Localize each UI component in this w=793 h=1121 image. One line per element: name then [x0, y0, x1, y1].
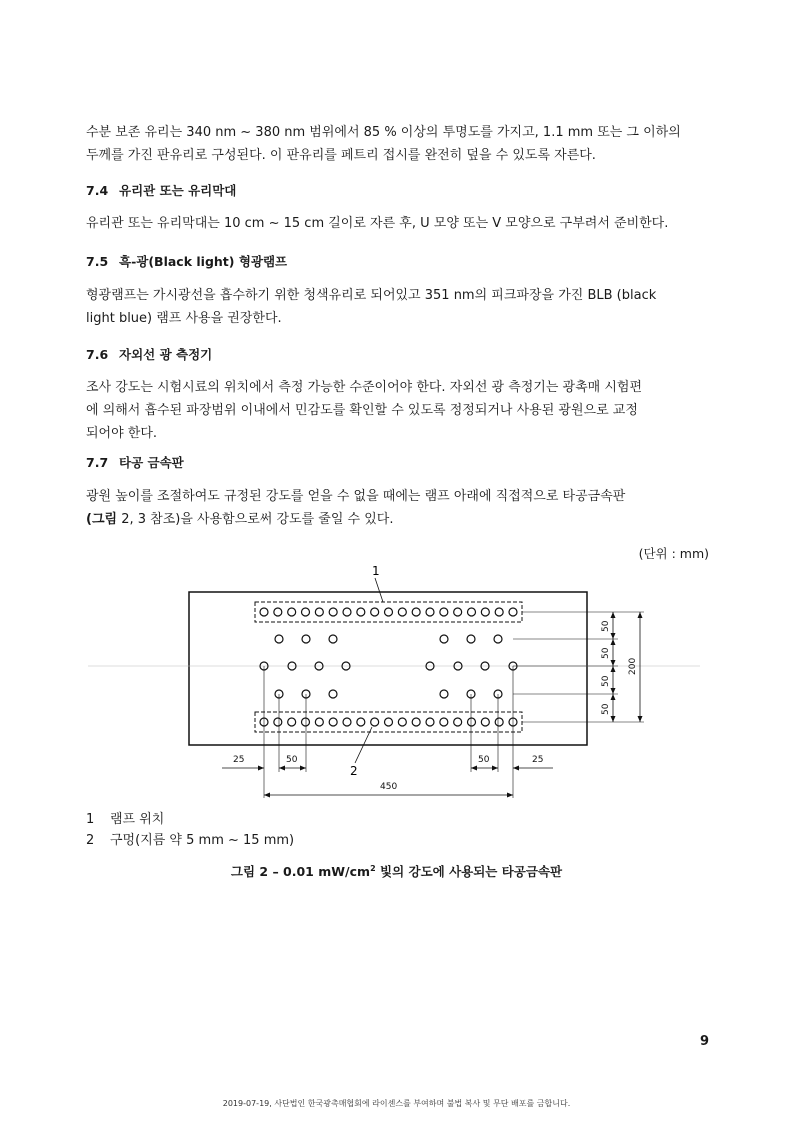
hole-circle	[315, 718, 323, 726]
callout-1-leader	[375, 578, 383, 602]
hole-circle	[302, 718, 310, 726]
text-line: 에 의해서 흡수된 파장범위 이내에서 민감도를 확인할 수 있도록 정정되거나 사용된 광원으로 교정	[86, 403, 638, 418]
hole-circle	[302, 608, 310, 616]
hole-circle	[274, 718, 282, 726]
hole-circle	[412, 608, 420, 616]
text-line: 유리관 또는 유리막대는 10 cm ~ 15 cm 길이로 자른 후, U 모양 또는 V 모양으로 구부려서 준비한다.	[86, 216, 669, 231]
hole-circle	[495, 608, 503, 616]
text-line: 두께를 가진 판유리로 구성된다. 이 판유리를 페트리 접시를 완전히 덮을 수 있도록 자른다.	[86, 148, 596, 163]
caption-superscript: 2	[370, 863, 376, 873]
perforated-plate-figure	[0, 560, 793, 810]
dim-label: 50	[478, 755, 490, 765]
hole-circle	[288, 718, 296, 726]
text-line: 수분 보존 유리는 340 nm ~ 380 nm 범위에서 85 % 이상의 투명도를 가지고, 1.1 mm 또는 그 이하의	[86, 125, 681, 140]
hole-circle	[357, 718, 365, 726]
section-heading-7-4	[86, 181, 236, 199]
section-title: 타공 금속판	[119, 455, 184, 470]
hole-circle	[398, 718, 406, 726]
hole-circle	[371, 608, 379, 616]
section-heading-7-5	[86, 252, 287, 270]
hole-circle	[467, 635, 475, 643]
dimension-arrows	[258, 612, 643, 798]
section-number: 7.4	[86, 183, 109, 198]
hole-circle	[494, 635, 502, 643]
hole-circle	[468, 608, 476, 616]
hole-circle	[481, 608, 489, 616]
section-title: 흑-광(Black light) 형광램프	[119, 254, 288, 269]
dim-label: 50	[601, 647, 611, 659]
figure-caption	[0, 862, 793, 880]
dim-label: 50	[601, 703, 611, 715]
text-line: light blue) 램프 사용을 권장한다.	[86, 311, 282, 326]
hole-circle	[329, 690, 337, 698]
text-line: 조사 강도는 시험시료의 위치에서 측정 가능한 수준이어야 한다. 자외선 광 측정기는 광촉매 시험편	[86, 380, 643, 395]
dim-label: 50	[601, 675, 611, 687]
caption-prefix: 그림 2 – 0.01 mW/cm	[230, 864, 371, 879]
hole-circle	[454, 718, 462, 726]
hole-circle	[481, 718, 489, 726]
hole-circle	[385, 608, 393, 616]
hole-circle	[468, 718, 476, 726]
section-heading-7-6	[86, 345, 212, 363]
hole-circle	[329, 608, 337, 616]
lamp-position-top	[255, 602, 522, 622]
paragraph-fluorescent-lamp	[86, 284, 710, 330]
hole-group	[260, 608, 517, 726]
dim-label: 25	[233, 755, 245, 765]
legend-number: 2	[86, 833, 95, 848]
section-heading-7-7	[86, 453, 184, 471]
section-number: 7.6	[86, 347, 109, 362]
legend-text: 램프 위치	[110, 812, 165, 827]
dim-label: 25	[532, 755, 544, 765]
text-line: 광원 높이를 조절하여도 규정된 강도를 얻을 수 없을 때에는 램프 아래에 직접적으로 타공금속판	[86, 489, 626, 504]
figure-ref-rest: 2, 3 참조)을 사용함으로써 강도를 줄일 수 있다.	[117, 512, 394, 527]
callout-2-label: 2	[350, 764, 358, 778]
paragraph-uv-meter	[86, 376, 710, 445]
dim-label: 200	[628, 657, 638, 675]
hole-circle	[398, 608, 406, 616]
legend-number: 1	[86, 812, 95, 827]
hole-circle	[302, 635, 310, 643]
hole-circle	[509, 608, 517, 616]
text-line: 되어야 한다.	[86, 426, 158, 441]
text-line: 형광램프는 가시광선을 흡수하기 위한 청색유리로 되어있고 351 nm의 피크파장을 가진 BLB (black	[86, 288, 657, 303]
hole-circle	[495, 718, 503, 726]
hole-circle	[440, 608, 448, 616]
legend-item	[86, 808, 164, 827]
dimension-labels	[233, 620, 638, 792]
hole-circle	[426, 718, 434, 726]
dim-label: 50	[286, 755, 298, 765]
hole-circle	[357, 608, 365, 616]
license-footer: 2019-07-19, 사단법인 한국광촉매협회에 라이센스를 부여하며 불법 복사 및 무단 배포를 금합니다.	[222, 1099, 571, 1108]
text-line	[86, 508, 710, 531]
paragraph-water-glass	[86, 121, 710, 167]
hole-circle	[440, 718, 448, 726]
hole-circle	[315, 608, 323, 616]
hole-circle	[385, 718, 393, 726]
section-title: 자외선 광 측정기	[119, 347, 213, 362]
section-title: 유리관 또는 유리막대	[119, 183, 237, 198]
paragraph-glass-tube	[86, 212, 710, 235]
hole-circle	[275, 635, 283, 643]
hole-circle	[454, 608, 462, 616]
hole-circle	[440, 690, 448, 698]
callout-1-label: 1	[372, 564, 380, 578]
legend-item	[86, 829, 294, 848]
dim-label: 50	[601, 620, 611, 632]
hole-circle	[371, 718, 379, 726]
hole-circle	[288, 608, 296, 616]
hole-circle	[329, 635, 337, 643]
paragraph-perforated-plate	[86, 485, 710, 531]
hole-circle	[329, 718, 337, 726]
figure-ref-bold: (그림	[86, 512, 118, 527]
hole-circle	[274, 608, 282, 616]
hole-circle	[343, 608, 351, 616]
lamp-position-bottom	[255, 712, 522, 732]
hole-circle	[343, 718, 351, 726]
unit-note: (단위 : mm)	[638, 546, 709, 561]
page-number: 9	[699, 1034, 709, 1049]
hole-circle	[260, 608, 268, 616]
legend-text: 구멍(지름 약 5 mm ~ 15 mm)	[110, 833, 295, 848]
caption-suffix: 빛의 강도에 사용되는 타공금속판	[375, 864, 563, 879]
hole-circle	[440, 635, 448, 643]
hole-circle	[426, 608, 434, 616]
section-number: 7.7	[86, 455, 109, 470]
dim-label: 450	[380, 782, 398, 792]
hole-circle	[412, 718, 420, 726]
section-number: 7.5	[86, 254, 109, 269]
